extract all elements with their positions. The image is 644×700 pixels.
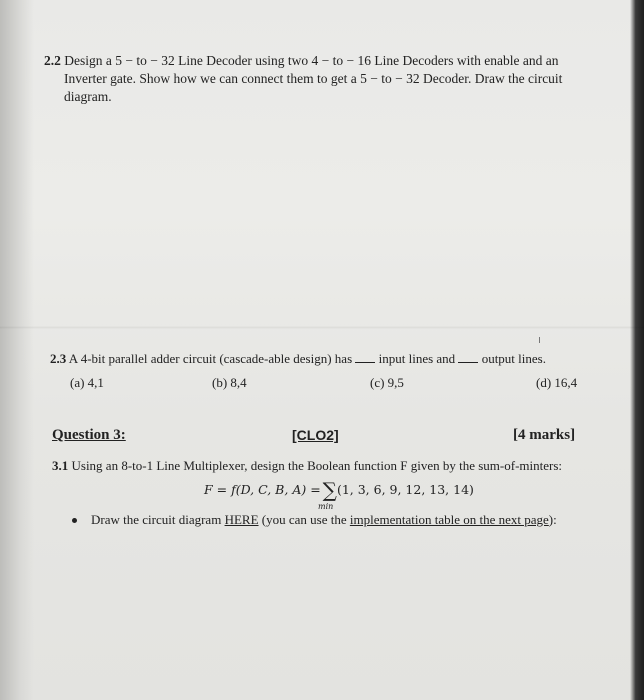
q22-number: 2.2 [44,53,61,68]
formula-lhs: F = f(D, C, B, A) = [204,482,321,497]
here-link[interactable]: HERE [224,512,259,527]
bullet-text-post: ): [548,512,557,527]
option-b[interactable]: (b) 8,4 [212,375,247,390]
q31-number: 3.1 [52,458,69,473]
question-2-2 [44,52,604,106]
option-a[interactable]: (a) 4,1 [70,375,104,390]
instruction-bullet [72,512,612,528]
page-right-edge [630,0,644,700]
option-d[interactable]: (d) 16,4 [536,375,578,390]
bullet-text-pre: Draw the circuit diagram [91,512,225,527]
page-left-shadow [0,0,34,700]
question-2-3 [50,350,590,368]
sigma-subscript: min [318,502,334,511]
blank-input-lines[interactable] [355,350,375,363]
q22-line1 [44,52,604,70]
q31-text: Using an 8-to-1 Line Multiplexer, design the Boolean function F given by the sum-of-minters: [71,458,563,473]
option-c[interactable]: (c) 9,5 [370,375,404,390]
boolean-formula [204,478,474,502]
bullet-text-mid: (you can use the [258,512,350,527]
implementation-table-link[interactable]: implementation table on the next page [349,512,549,527]
q23-text-middle: input lines and [378,351,456,366]
clo-label: [CLO2] [292,427,339,443]
sigma-symbol: ∑ [322,478,337,502]
q22-line1-text: Design a 5 − to − 32 Line Decoder using two 4 − to − 16 Line Decoders with enable and an [64,53,559,68]
q22-line2: Inverter gate. Show how we can connect them to get a 5 − to − 32 Decoder. Draw the circuit [64,71,563,86]
pen-mark [539,337,540,343]
formula-rhs: (1, 3, 6, 9, 12, 13, 14) [336,482,474,497]
paper-fold [0,326,644,329]
q22-line3: diagram. [64,89,112,104]
q23-text-after: output lines. [481,351,546,366]
marks-label: [4 marks] [513,427,576,443]
bullet-icon [72,518,77,523]
blank-output-lines[interactable] [458,350,478,363]
question-3-1 [52,458,592,474]
q23-text-before: A 4-bit parallel adder circuit (cascade-able design) has [68,351,353,366]
question-3-title: Question 3: [52,427,126,443]
q23-number: 2.3 [50,351,67,366]
